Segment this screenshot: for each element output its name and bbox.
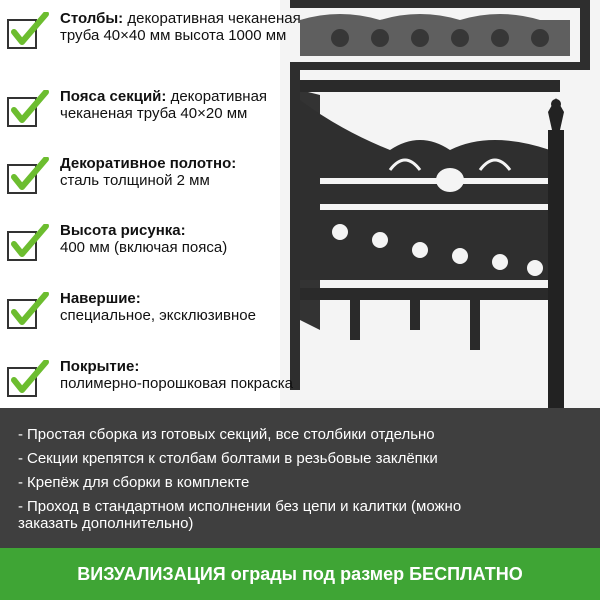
feature-text: Крепёж для сборки в комплекте bbox=[27, 474, 250, 491]
feature-item: - Простая сборка из готовых секций, все столбики отдельно bbox=[18, 426, 435, 443]
checkmark-icon bbox=[6, 224, 50, 264]
feature-item: - Крепёж для сборки в комплекте bbox=[18, 474, 250, 491]
checkmark-icon bbox=[6, 90, 50, 130]
checkmark-icon bbox=[6, 292, 50, 332]
spec-description: декоративная чеканеная труба 40×40 мм высота 1000 мм bbox=[60, 10, 301, 44]
spec-text bbox=[60, 290, 320, 324]
feature-text: Секции крепятся к столбам болтами в резьбовые заклёпки bbox=[27, 450, 438, 467]
spec-description: специальное, эксклюзивное bbox=[60, 307, 256, 324]
spec-text bbox=[60, 358, 360, 392]
spec-title: Декоративное полотно: bbox=[60, 155, 237, 172]
checkmark-icon bbox=[6, 12, 50, 52]
checkmark-icon bbox=[6, 157, 50, 197]
feature-item: - Секции крепятся к столбам болтами в резьбовые заклёпки bbox=[18, 450, 438, 467]
spec-title: Пояса секций: bbox=[60, 88, 167, 105]
feature-item: - Проход в стандартном исполнении без цепи и калитки (можно заказать дополнительно) bbox=[18, 498, 462, 532]
spec-text bbox=[60, 155, 320, 189]
spec-description: 400 мм (включая пояса) bbox=[60, 239, 228, 256]
promo-banner bbox=[0, 548, 600, 600]
spec-title: Столбы: bbox=[60, 10, 124, 27]
feature-text: Простая сборка из готовых секций, все столбики отдельно bbox=[27, 426, 435, 443]
features-list bbox=[0, 408, 600, 532]
spec-title: Навершие: bbox=[60, 290, 141, 307]
spec-text bbox=[60, 222, 320, 256]
feature-text: Проход в стандартном исполнении без цепи и калитки (можно заказать дополнительно) bbox=[18, 498, 462, 532]
spec-description: сталь толщиной 2 мм bbox=[60, 172, 210, 189]
banner-text: ВИЗУАЛИЗАЦИЯ ограды под размер БЕСПЛАТНО bbox=[77, 564, 523, 584]
spec-text bbox=[60, 88, 320, 122]
spec-description: полимерно-порошковая покраска bbox=[60, 375, 294, 392]
spec-description: декоративная чеканеная труба 40×20 мм bbox=[60, 88, 268, 122]
fence-front-post bbox=[548, 98, 564, 408]
fence-image bbox=[280, 0, 600, 408]
spec-title: Высота рисунка: bbox=[60, 222, 186, 239]
spec-text bbox=[60, 10, 320, 44]
spec-title: Покрытие: bbox=[60, 358, 140, 375]
checkmark-icon bbox=[6, 360, 50, 400]
features-panel bbox=[0, 408, 600, 548]
